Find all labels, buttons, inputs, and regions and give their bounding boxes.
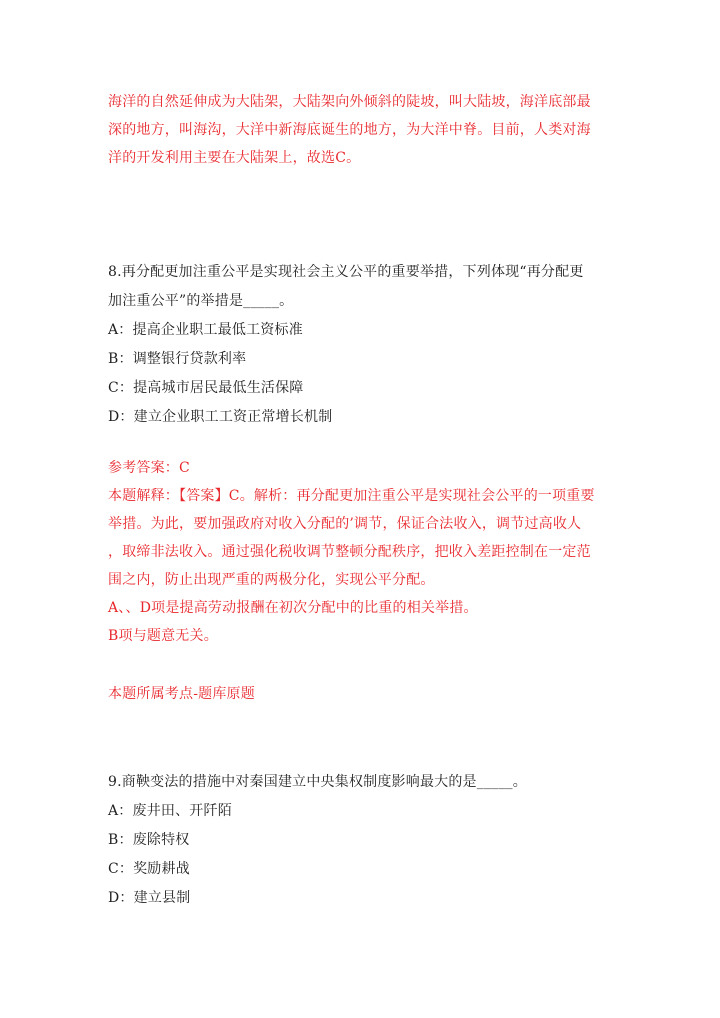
explanation-line: B项与题意无关。 xyxy=(108,628,218,644)
option-d: D：建立县制 xyxy=(108,890,191,906)
question-8-answer xyxy=(108,454,616,650)
question-8-source xyxy=(108,680,616,708)
question-9 xyxy=(108,768,616,913)
explanation-line: 海洋的自然延伸成为大陆架，大陆架向外倾斜的陡坡，叫大陆坡，海洋底部最 xyxy=(108,94,591,110)
question-stem-line: 9.商鞅变法的措施中对秦国建立中央集权制度影响最大的是_____。 xyxy=(108,774,527,790)
explanation-line: 深的地方，叫海沟，大洋中新海底诞生的地方，为大洋中脊。目前，人类对海 xyxy=(108,122,591,138)
question-8 xyxy=(108,258,616,432)
explanation-line: A、、D项是提高劳动报酬在初次分配中的比重的相关举措。 xyxy=(108,600,478,616)
option-c: C：提高城市居民最低生活保障 xyxy=(108,380,304,396)
option-a: A：废井田、开阡陌 xyxy=(108,803,232,819)
explanation-line: 围之内，防止出现严重的两极分化，实现公平分配。 xyxy=(108,572,435,588)
topic-source: 本题所属考点-题库原题 xyxy=(108,686,255,702)
explanation-line: 举措。为此，要加强政府对收入分配的’调节，保证合法收入，调节过高收人 xyxy=(108,516,582,532)
option-c: C：奖励耕战 xyxy=(108,861,190,877)
question-stem-line: 8.再分配更加注重公平是实现社会主义公平的重要举措，下列体现“再分配更 xyxy=(108,264,584,280)
option-d: D：建立企业职工工资正常增长机制 xyxy=(108,409,333,425)
option-a: A：提高企业职工最低工资标准 xyxy=(108,322,303,338)
previous-explanation xyxy=(108,88,616,172)
reference-answer: 参考答案：C xyxy=(108,460,190,476)
explanation-line: 本题解释：【答案】C。解析：再分配更加注重公平是实现社会公平的一项重要 xyxy=(108,488,595,504)
question-stem-line: 加注重公平”的举措是_____。 xyxy=(108,293,294,309)
explanation-line: 洋的开发利用主要在大陆架上，故选C。 xyxy=(108,150,361,166)
explanation-line: ，取缔非法收入。通过强化税收调节整顿分配秩序，把收入差距控制在一定范 xyxy=(108,544,591,560)
option-b: B：调整银行贷款利率 xyxy=(108,351,247,367)
option-b: B：废除特权 xyxy=(108,832,190,848)
